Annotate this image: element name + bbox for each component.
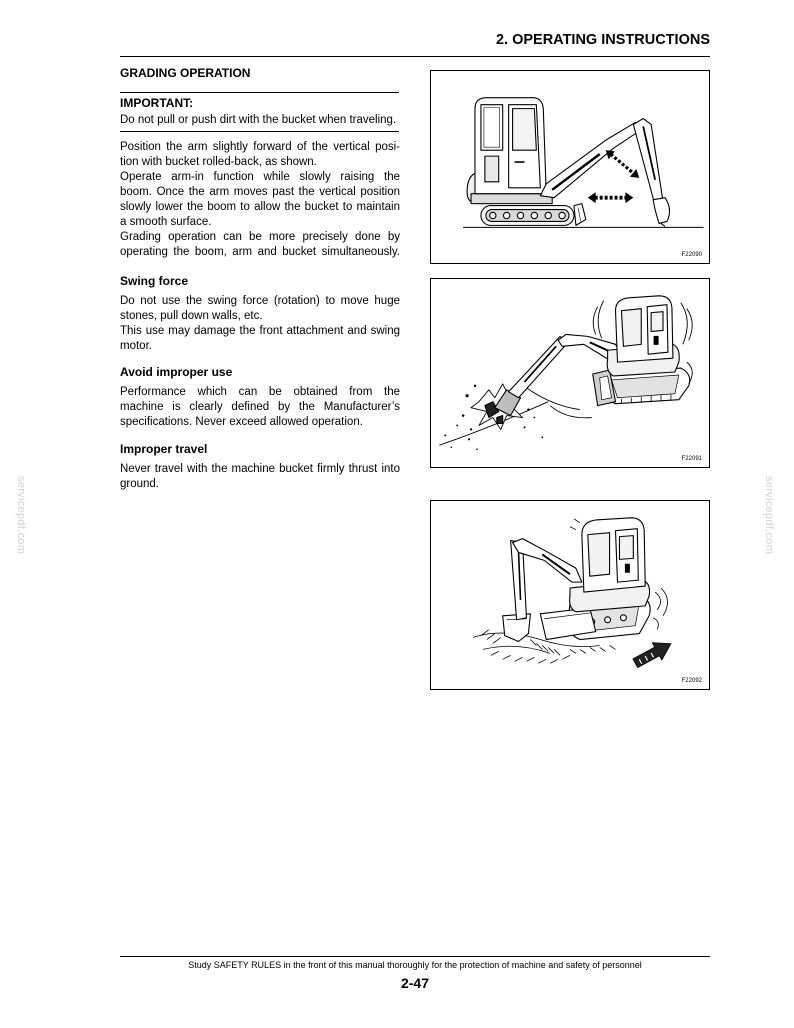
body-text-line: slowly lower the boom to allow the bucket to maintain (120, 201, 400, 213)
body-text-line: This use may damage the front attachment and swing (120, 325, 400, 337)
body-text-line: machine is clearly defined by the Manufacturer’s (120, 401, 400, 413)
figure-swing-force (430, 278, 710, 468)
section-heading-grading: GRADING OPERATION (120, 66, 251, 80)
body-text-line: tion with bucket rolled-back, as shown. (120, 156, 317, 168)
page-number: 2-47 (400, 975, 430, 991)
operator-cab (582, 518, 645, 592)
crawler-track (481, 206, 574, 226)
body-text-line: Performance which can be obtained from the (120, 386, 400, 398)
body-text-line: Do not use the swing force (rotation) to move huge (120, 295, 400, 307)
section-heading-avoid-improper-use: Avoid improper use (120, 365, 233, 379)
body-text-line: specifications. Never exceed allowed operation. (120, 416, 363, 428)
figure-grading-operation (430, 70, 710, 264)
avoid-improper-use-paragraph (120, 385, 400, 430)
body-text-line: Position the arm slightly forward of the vertical posi- (120, 141, 400, 153)
improper-travel-paragraph (120, 462, 400, 492)
figure-code: F22092 (681, 678, 702, 684)
body-text-line: Never travel with the machine bucket firmly thrust into (120, 463, 400, 475)
arm (633, 119, 663, 206)
swing-force-paragraph (120, 294, 400, 354)
header-rule (120, 56, 710, 57)
travel-direction-arrow (633, 643, 671, 668)
improper-travel-illustration (431, 501, 709, 689)
important-bottom-rule (120, 131, 399, 132)
dozer-blade (574, 204, 586, 226)
operator-cab (475, 98, 546, 194)
body-text-line: ground. (120, 478, 160, 490)
operator-cab (616, 296, 673, 362)
body-text-line: boom. Once the arm moves past the vertical position (120, 186, 400, 198)
section-heading-improper-travel: Improper travel (120, 442, 208, 456)
footer-rule (120, 956, 710, 957)
ground-speckles (444, 417, 543, 450)
watermark-left: servicepdf.com (15, 476, 27, 555)
figure-improper-travel (430, 500, 710, 690)
bucket (653, 198, 669, 227)
boom (540, 122, 643, 197)
watermark-right: servicepdf.com (763, 476, 775, 555)
footer-note: Study SAFETY RULES in the front of this manual thoroughly for the protection of machine and safety of personnel (188, 960, 642, 970)
arm (509, 336, 568, 397)
page-title: 2. OPERATING INSTRUCTIONS (495, 32, 710, 48)
figure-code: F22091 (681, 456, 702, 462)
arm-movement-arrow (606, 150, 640, 178)
swing-force-illustration (431, 279, 709, 467)
important-label: IMPORTANT: (120, 96, 194, 110)
figure-code: F22090 (681, 252, 702, 258)
body-text-line: Grading operation can be more precisely done by (120, 231, 400, 243)
travel-direction-arrow (588, 192, 634, 203)
important-text: Do not pull or push dirt with the bucket when traveling. (120, 114, 397, 126)
important-top-rule (120, 92, 399, 93)
body-text-line: Operate arm-in function while slowly raising the (120, 171, 400, 183)
body-text-line: a smooth surface. (120, 216, 212, 228)
section-heading-swing-force: Swing force (120, 274, 189, 288)
body-text-line: motor. (120, 340, 152, 352)
body-text-line: stones, pull down walls, etc. (120, 310, 263, 322)
grading-illustration (431, 71, 709, 263)
grading-paragraph (120, 140, 400, 260)
body-text-line: operating the boom, arm and bucket simultaneously. (120, 246, 400, 258)
